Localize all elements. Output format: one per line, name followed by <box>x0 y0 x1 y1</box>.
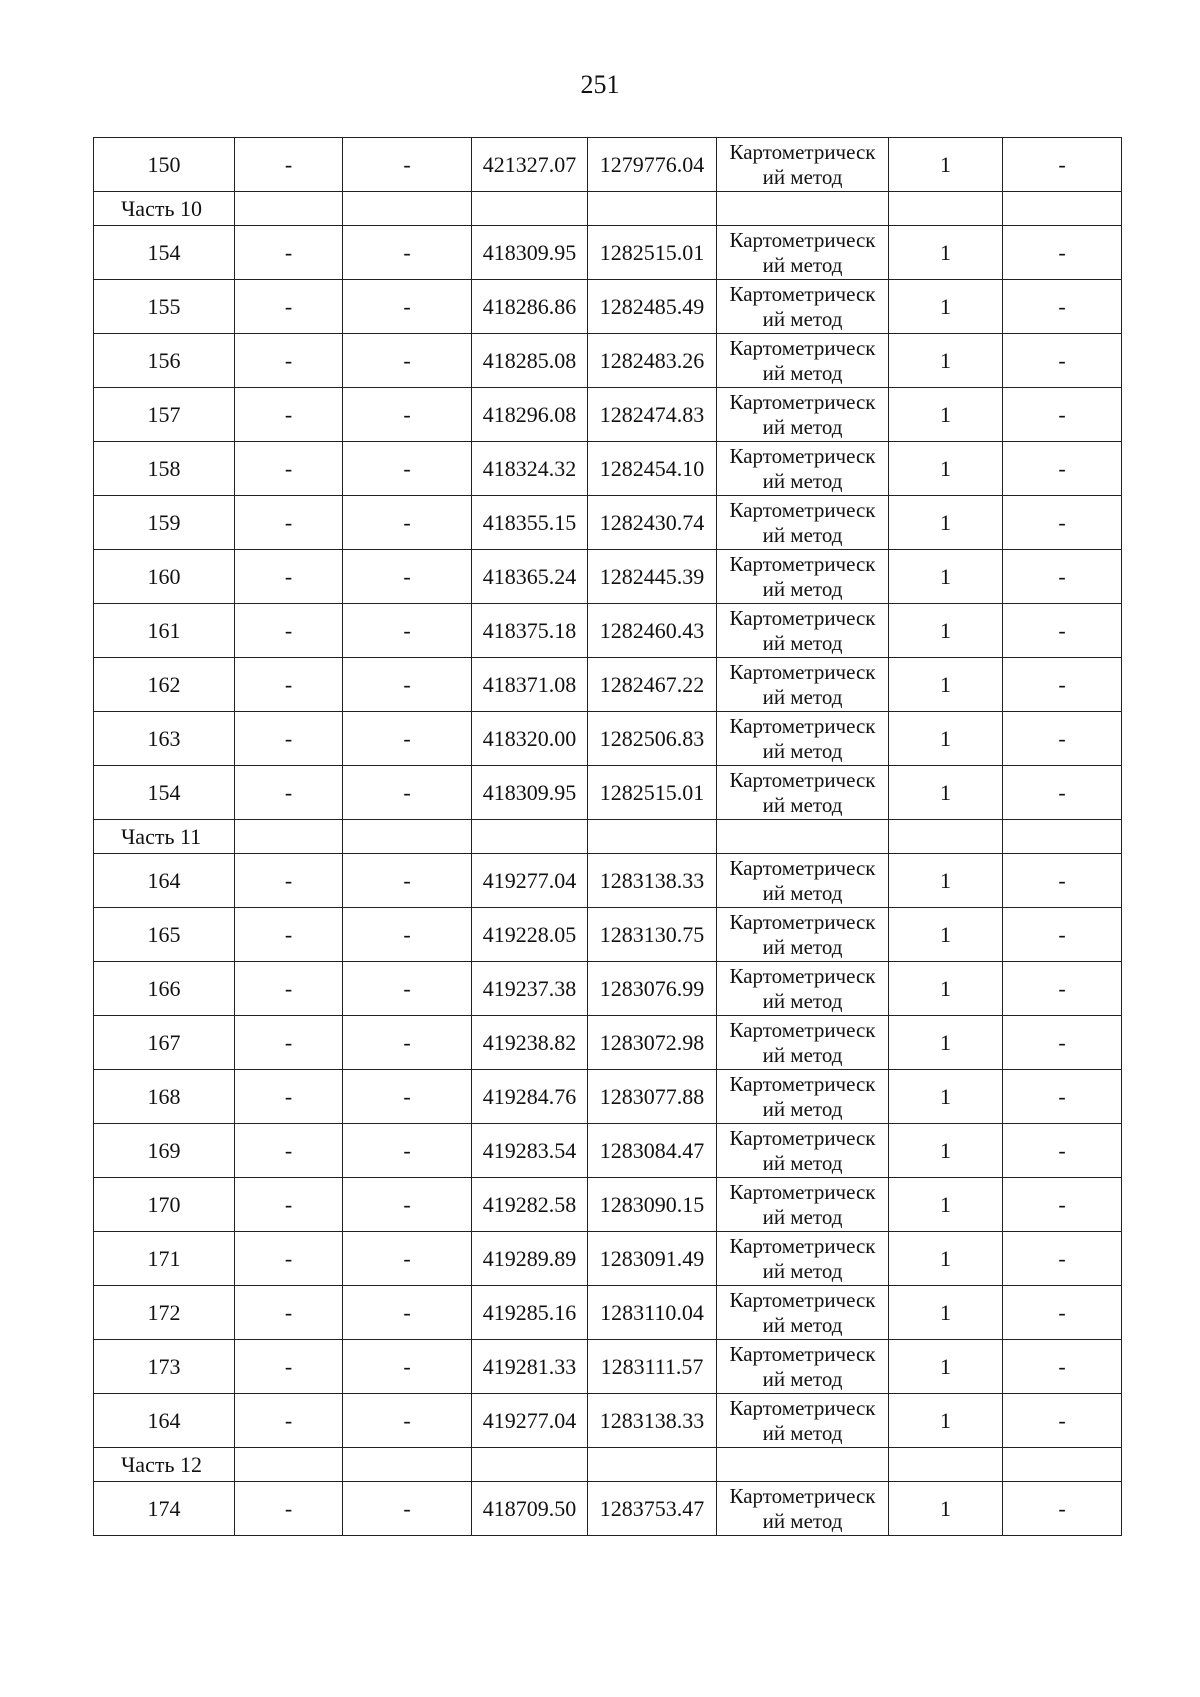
x-coordinate-cell: 418286.86 <box>472 280 588 334</box>
blank-cell-a: - <box>235 1394 343 1448</box>
empty-cell <box>235 192 343 226</box>
accuracy-cell: 1 <box>889 1482 1003 1536</box>
table-row <box>94 226 1122 280</box>
blank-cell-c: - <box>1003 1070 1122 1124</box>
accuracy-cell: 1 <box>889 1178 1003 1232</box>
method-text-line-1: Картометрическ <box>729 659 876 684</box>
blank-cell-c: - <box>1003 334 1122 388</box>
blank-cell-b: - <box>343 1124 472 1178</box>
method-text-line-1: Картометрическ <box>729 227 876 252</box>
blank-cell-c: - <box>1003 388 1122 442</box>
method-cell <box>717 388 889 442</box>
accuracy-cell: 1 <box>889 334 1003 388</box>
empty-cell <box>588 1448 717 1482</box>
x-coordinate-cell: 419238.82 <box>472 1016 588 1070</box>
table-row <box>94 1070 1122 1124</box>
blank-cell-a: - <box>235 388 343 442</box>
part-label: Часть 10 <box>94 192 235 226</box>
x-coordinate-cell: 418709.50 <box>472 1482 588 1536</box>
accuracy-cell: 1 <box>889 712 1003 766</box>
blank-cell-a: - <box>235 1232 343 1286</box>
y-coordinate-cell: 1283090.15 <box>588 1178 717 1232</box>
point-number-cell: 160 <box>94 550 235 604</box>
blank-cell-a: - <box>235 1124 343 1178</box>
empty-cell <box>343 1448 472 1482</box>
table-row <box>94 1232 1122 1286</box>
point-number-cell: 166 <box>94 962 235 1016</box>
table-row <box>94 1016 1122 1070</box>
accuracy-cell: 1 <box>889 1394 1003 1448</box>
y-coordinate-cell: 1282483.26 <box>588 334 717 388</box>
y-coordinate-cell: 1283076.99 <box>588 962 717 1016</box>
blank-cell-b: - <box>343 226 472 280</box>
method-text-line-1: Картометрическ <box>729 281 876 306</box>
method-cell <box>717 1124 889 1178</box>
x-coordinate-cell: 418296.08 <box>472 388 588 442</box>
accuracy-cell: 1 <box>889 280 1003 334</box>
y-coordinate-cell: 1283077.88 <box>588 1070 717 1124</box>
method-text-line-2: ий метод <box>762 988 843 1013</box>
table-row <box>94 1482 1122 1536</box>
blank-cell-c: - <box>1003 442 1122 496</box>
table-row <box>94 138 1122 192</box>
method-text-line-1: Картометрическ <box>729 389 876 414</box>
accuracy-cell: 1 <box>889 442 1003 496</box>
table-row <box>94 1124 1122 1178</box>
method-text-line-2: ий метод <box>762 306 843 331</box>
blank-cell-c: - <box>1003 1178 1122 1232</box>
blank-cell-a: - <box>235 712 343 766</box>
method-cell <box>717 550 889 604</box>
point-number-cell: 150 <box>94 138 235 192</box>
method-cell <box>717 442 889 496</box>
method-cell <box>717 908 889 962</box>
blank-cell-b: - <box>343 1394 472 1448</box>
empty-cell <box>717 820 889 854</box>
x-coordinate-cell: 419289.89 <box>472 1232 588 1286</box>
empty-cell <box>472 820 588 854</box>
method-text-line-1: Картометрическ <box>729 335 876 360</box>
blank-cell-b: - <box>343 280 472 334</box>
point-number-cell: 164 <box>94 1394 235 1448</box>
method-text-line-2: ий метод <box>762 1042 843 1067</box>
blank-cell-c: - <box>1003 908 1122 962</box>
point-number-cell: 170 <box>94 1178 235 1232</box>
x-coordinate-cell: 418365.24 <box>472 550 588 604</box>
accuracy-cell: 1 <box>889 1124 1003 1178</box>
empty-cell <box>472 1448 588 1482</box>
method-text-line-1: Картометрическ <box>729 767 876 792</box>
blank-cell-a: - <box>235 280 343 334</box>
part-header-row <box>94 1448 1122 1482</box>
table-row <box>94 854 1122 908</box>
blank-cell-c: - <box>1003 962 1122 1016</box>
table-row <box>94 712 1122 766</box>
blank-cell-b: - <box>343 1232 472 1286</box>
table-row <box>94 334 1122 388</box>
accuracy-cell: 1 <box>889 1232 1003 1286</box>
y-coordinate-cell: 1283111.57 <box>588 1340 717 1394</box>
method-cell <box>717 604 889 658</box>
coordinates-table <box>93 137 1122 1536</box>
blank-cell-c: - <box>1003 1482 1122 1536</box>
method-text-line-1: Картометрическ <box>729 497 876 522</box>
blank-cell-b: - <box>343 1340 472 1394</box>
accuracy-cell: 1 <box>889 854 1003 908</box>
blank-cell-b: - <box>343 658 472 712</box>
x-coordinate-cell: 421327.07 <box>472 138 588 192</box>
method-text-line-1: Картометрическ <box>729 1341 876 1366</box>
method-text-line-1: Картометрическ <box>729 1017 876 1042</box>
y-coordinate-cell: 1282515.01 <box>588 766 717 820</box>
table-row <box>94 496 1122 550</box>
method-text-line-1: Картометрическ <box>729 443 876 468</box>
method-text-line-1: Картометрическ <box>729 605 876 630</box>
blank-cell-a: - <box>235 854 343 908</box>
point-number-cell: 157 <box>94 388 235 442</box>
method-text-line-1: Картометрическ <box>729 1287 876 1312</box>
y-coordinate-cell: 1283753.47 <box>588 1482 717 1536</box>
method-text-line-2: ий метод <box>762 1150 843 1175</box>
point-number-cell: 154 <box>94 226 235 280</box>
accuracy-cell: 1 <box>889 658 1003 712</box>
method-text-line-2: ий метод <box>762 1508 843 1533</box>
empty-cell <box>1003 820 1122 854</box>
y-coordinate-cell: 1282467.22 <box>588 658 717 712</box>
blank-cell-b: - <box>343 138 472 192</box>
blank-cell-b: - <box>343 388 472 442</box>
y-coordinate-cell: 1283091.49 <box>588 1232 717 1286</box>
blank-cell-a: - <box>235 1286 343 1340</box>
method-text-line-2: ий метод <box>762 522 843 547</box>
method-cell <box>717 962 889 1016</box>
method-text-line-2: ий метод <box>762 684 843 709</box>
method-text-line-2: ий метод <box>762 1258 843 1283</box>
method-cell <box>717 1070 889 1124</box>
point-number-cell: 167 <box>94 1016 235 1070</box>
empty-cell <box>1003 1448 1122 1482</box>
point-number-cell: 171 <box>94 1232 235 1286</box>
y-coordinate-cell: 1282474.83 <box>588 388 717 442</box>
empty-cell <box>235 820 343 854</box>
blank-cell-b: - <box>343 334 472 388</box>
accuracy-cell: 1 <box>889 766 1003 820</box>
blank-cell-a: - <box>235 908 343 962</box>
empty-cell <box>588 192 717 226</box>
method-text-line-2: ий метод <box>762 934 843 959</box>
y-coordinate-cell: 1282515.01 <box>588 226 717 280</box>
method-cell <box>717 1016 889 1070</box>
blank-cell-b: - <box>343 1070 472 1124</box>
blank-cell-c: - <box>1003 1016 1122 1070</box>
method-cell <box>717 658 889 712</box>
blank-cell-a: - <box>235 658 343 712</box>
x-coordinate-cell: 419281.33 <box>472 1340 588 1394</box>
x-coordinate-cell: 418355.15 <box>472 496 588 550</box>
blank-cell-a: - <box>235 138 343 192</box>
method-cell <box>717 1340 889 1394</box>
blank-cell-b: - <box>343 496 472 550</box>
blank-cell-c: - <box>1003 1340 1122 1394</box>
method-cell <box>717 712 889 766</box>
blank-cell-c: - <box>1003 658 1122 712</box>
method-cell <box>717 226 889 280</box>
blank-cell-c: - <box>1003 550 1122 604</box>
blank-cell-b: - <box>343 908 472 962</box>
table-row <box>94 1178 1122 1232</box>
blank-cell-c: - <box>1003 854 1122 908</box>
empty-cell <box>235 1448 343 1482</box>
empty-cell <box>717 192 889 226</box>
method-text-line-2: ий метод <box>762 576 843 601</box>
blank-cell-a: - <box>235 962 343 1016</box>
blank-cell-c: - <box>1003 138 1122 192</box>
y-coordinate-cell: 1282445.39 <box>588 550 717 604</box>
empty-cell <box>588 820 717 854</box>
method-text-line-2: ий метод <box>762 1312 843 1337</box>
x-coordinate-cell: 419277.04 <box>472 1394 588 1448</box>
empty-cell <box>889 1448 1003 1482</box>
x-coordinate-cell: 419283.54 <box>472 1124 588 1178</box>
blank-cell-a: - <box>235 442 343 496</box>
method-cell <box>717 1232 889 1286</box>
blank-cell-b: - <box>343 1178 472 1232</box>
method-text-line-2: ий метод <box>762 468 843 493</box>
x-coordinate-cell: 419282.58 <box>472 1178 588 1232</box>
point-number-cell: 163 <box>94 712 235 766</box>
x-coordinate-cell: 418371.08 <box>472 658 588 712</box>
blank-cell-a: - <box>235 1340 343 1394</box>
blank-cell-b: - <box>343 1286 472 1340</box>
table-body <box>94 138 1122 1536</box>
table-row <box>94 658 1122 712</box>
accuracy-cell: 1 <box>889 604 1003 658</box>
empty-cell <box>889 820 1003 854</box>
method-cell <box>717 1178 889 1232</box>
method-cell <box>717 280 889 334</box>
y-coordinate-cell: 1282485.49 <box>588 280 717 334</box>
method-text-line-2: ий метод <box>762 1096 843 1121</box>
blank-cell-a: - <box>235 226 343 280</box>
method-text-line-2: ий метод <box>762 1366 843 1391</box>
y-coordinate-cell: 1283130.75 <box>588 908 717 962</box>
blank-cell-a: - <box>235 604 343 658</box>
blank-cell-b: - <box>343 854 472 908</box>
method-text-line-1: Картометрическ <box>729 139 876 164</box>
method-text-line-2: ий метод <box>762 1420 843 1445</box>
y-coordinate-cell: 1282454.10 <box>588 442 717 496</box>
blank-cell-b: - <box>343 550 472 604</box>
blank-cell-a: - <box>235 550 343 604</box>
y-coordinate-cell: 1283110.04 <box>588 1286 717 1340</box>
point-number-cell: 161 <box>94 604 235 658</box>
accuracy-cell: 1 <box>889 962 1003 1016</box>
point-number-cell: 154 <box>94 766 235 820</box>
method-cell <box>717 766 889 820</box>
x-coordinate-cell: 419228.05 <box>472 908 588 962</box>
empty-cell <box>1003 192 1122 226</box>
accuracy-cell: 1 <box>889 1016 1003 1070</box>
blank-cell-c: - <box>1003 766 1122 820</box>
x-coordinate-cell: 419237.38 <box>472 962 588 1016</box>
x-coordinate-cell: 419285.16 <box>472 1286 588 1340</box>
accuracy-cell: 1 <box>889 226 1003 280</box>
method-text-line-2: ий метод <box>762 630 843 655</box>
method-text-line-2: ий метод <box>762 164 843 189</box>
x-coordinate-cell: 418309.95 <box>472 226 588 280</box>
method-text-line-1: Картометрическ <box>729 1483 876 1508</box>
method-text-line-2: ий метод <box>762 792 843 817</box>
table-row <box>94 1394 1122 1448</box>
method-text-line-1: Картометрическ <box>729 963 876 988</box>
accuracy-cell: 1 <box>889 138 1003 192</box>
blank-cell-c: - <box>1003 496 1122 550</box>
blank-cell-c: - <box>1003 1394 1122 1448</box>
empty-cell <box>343 820 472 854</box>
point-number-cell: 158 <box>94 442 235 496</box>
method-text-line-2: ий метод <box>762 252 843 277</box>
y-coordinate-cell: 1282430.74 <box>588 496 717 550</box>
x-coordinate-cell: 418320.00 <box>472 712 588 766</box>
method-text-line-1: Картометрическ <box>729 551 876 576</box>
blank-cell-a: - <box>235 1016 343 1070</box>
method-text-line-2: ий метод <box>762 880 843 905</box>
point-number-cell: 164 <box>94 854 235 908</box>
method-cell <box>717 1394 889 1448</box>
method-text-line-1: Картометрическ <box>729 855 876 880</box>
method-text-line-1: Картометрическ <box>729 1233 876 1258</box>
blank-cell-b: - <box>343 962 472 1016</box>
blank-cell-c: - <box>1003 1286 1122 1340</box>
part-header-row <box>94 820 1122 854</box>
point-number-cell: 174 <box>94 1482 235 1536</box>
method-text-line-2: ий метод <box>762 738 843 763</box>
x-coordinate-cell: 418285.08 <box>472 334 588 388</box>
blank-cell-b: - <box>343 766 472 820</box>
blank-cell-a: - <box>235 766 343 820</box>
accuracy-cell: 1 <box>889 1286 1003 1340</box>
accuracy-cell: 1 <box>889 908 1003 962</box>
point-number-cell: 159 <box>94 496 235 550</box>
method-cell <box>717 1482 889 1536</box>
method-text-line-1: Картометрическ <box>729 1179 876 1204</box>
x-coordinate-cell: 419284.76 <box>472 1070 588 1124</box>
accuracy-cell: 1 <box>889 1340 1003 1394</box>
point-number-cell: 162 <box>94 658 235 712</box>
point-number-cell: 155 <box>94 280 235 334</box>
point-number-cell: 173 <box>94 1340 235 1394</box>
method-text-line-1: Картометрическ <box>729 1071 876 1096</box>
blank-cell-b: - <box>343 712 472 766</box>
table-row <box>94 604 1122 658</box>
table-row <box>94 766 1122 820</box>
y-coordinate-cell: 1283138.33 <box>588 1394 717 1448</box>
point-number-cell: 169 <box>94 1124 235 1178</box>
method-text-line-1: Картометрическ <box>729 1395 876 1420</box>
blank-cell-a: - <box>235 1178 343 1232</box>
table-row <box>94 550 1122 604</box>
blank-cell-c: - <box>1003 226 1122 280</box>
point-number-cell: 165 <box>94 908 235 962</box>
blank-cell-a: - <box>235 1070 343 1124</box>
accuracy-cell: 1 <box>889 388 1003 442</box>
y-coordinate-cell: 1283138.33 <box>588 854 717 908</box>
blank-cell-c: - <box>1003 1124 1122 1178</box>
method-text-line-1: Картометрическ <box>729 909 876 934</box>
method-cell <box>717 854 889 908</box>
table-row <box>94 442 1122 496</box>
method-text-line-1: Картометрическ <box>729 713 876 738</box>
part-header-row <box>94 192 1122 226</box>
y-coordinate-cell: 1282460.43 <box>588 604 717 658</box>
method-cell <box>717 1286 889 1340</box>
empty-cell <box>343 192 472 226</box>
blank-cell-c: - <box>1003 604 1122 658</box>
y-coordinate-cell: 1279776.04 <box>588 138 717 192</box>
blank-cell-c: - <box>1003 712 1122 766</box>
part-label: Часть 12 <box>94 1448 235 1482</box>
table-row <box>94 388 1122 442</box>
table-row <box>94 1286 1122 1340</box>
table-row <box>94 962 1122 1016</box>
part-label: Часть 11 <box>94 820 235 854</box>
accuracy-cell: 1 <box>889 550 1003 604</box>
table-row <box>94 908 1122 962</box>
y-coordinate-cell: 1282506.83 <box>588 712 717 766</box>
x-coordinate-cell: 418324.32 <box>472 442 588 496</box>
point-number-cell: 172 <box>94 1286 235 1340</box>
method-cell <box>717 496 889 550</box>
blank-cell-b: - <box>343 1016 472 1070</box>
point-number-cell: 168 <box>94 1070 235 1124</box>
blank-cell-b: - <box>343 442 472 496</box>
empty-cell <box>472 192 588 226</box>
empty-cell <box>717 1448 889 1482</box>
blank-cell-a: - <box>235 334 343 388</box>
method-text-line-2: ий метод <box>762 1204 843 1229</box>
page-number: 251 <box>580 70 620 99</box>
method-cell <box>717 138 889 192</box>
blank-cell-a: - <box>235 1482 343 1536</box>
accuracy-cell: 1 <box>889 1070 1003 1124</box>
table-row <box>94 1340 1122 1394</box>
method-text-line-2: ий метод <box>762 360 843 385</box>
blank-cell-b: - <box>343 1482 472 1536</box>
method-cell <box>717 334 889 388</box>
y-coordinate-cell: 1283084.47 <box>588 1124 717 1178</box>
table-row <box>94 280 1122 334</box>
blank-cell-a: - <box>235 496 343 550</box>
x-coordinate-cell: 418375.18 <box>472 604 588 658</box>
method-text-line-1: Картометрическ <box>729 1125 876 1150</box>
blank-cell-c: - <box>1003 280 1122 334</box>
y-coordinate-cell: 1283072.98 <box>588 1016 717 1070</box>
empty-cell <box>889 192 1003 226</box>
blank-cell-b: - <box>343 604 472 658</box>
x-coordinate-cell: 418309.95 <box>472 766 588 820</box>
x-coordinate-cell: 419277.04 <box>472 854 588 908</box>
blank-cell-c: - <box>1003 1232 1122 1286</box>
accuracy-cell: 1 <box>889 496 1003 550</box>
method-text-line-2: ий метод <box>762 414 843 439</box>
point-number-cell: 156 <box>94 334 235 388</box>
